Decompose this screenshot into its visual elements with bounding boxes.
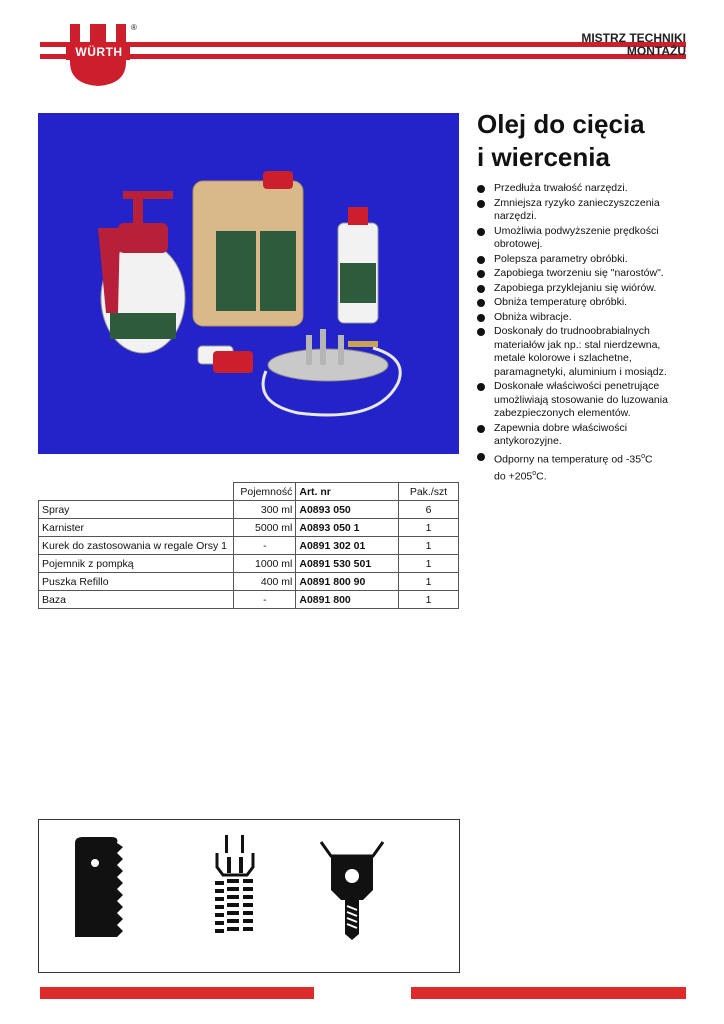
header-pack: Pak./szt xyxy=(399,483,459,501)
cell-pack: 1 xyxy=(399,537,459,555)
cell-article: A0891 800 90 xyxy=(296,573,399,591)
footer-bar-right xyxy=(411,987,686,999)
bullet-icon xyxy=(477,256,485,264)
bullet-icon xyxy=(477,328,485,336)
table-row xyxy=(39,591,459,609)
cell-name: Spray xyxy=(39,501,234,519)
cell-article: A0891 530 501 xyxy=(296,555,399,573)
table-row xyxy=(39,537,459,555)
feature-item: Zmniejsza ryzyko zanieczyszczenia narzędzi. xyxy=(477,197,692,224)
cell-name: Baza xyxy=(39,591,234,609)
feature-item: Zapewnia dobre właściwości antykorozyjne. xyxy=(477,422,692,449)
feature-list xyxy=(477,182,692,485)
bullet-icon xyxy=(477,270,485,278)
product-title xyxy=(477,108,697,174)
bullet-icon xyxy=(477,285,485,293)
feature-item: Doskonałe właściwości penetrujące umożliwiają stosowanie do luzowania zabezpieczonych elementów. xyxy=(477,380,692,421)
feature-item: Obniża wibracje. xyxy=(477,311,692,325)
tap-thread-icon xyxy=(213,835,257,935)
bullet-icon xyxy=(477,299,485,307)
cell-article: A0891 302 01 xyxy=(296,537,399,555)
product-title-line2: i wiercenia xyxy=(477,142,610,172)
cell-capacity: 5000 ml xyxy=(234,519,296,537)
header-cell-empty xyxy=(39,483,234,501)
application-icons-box xyxy=(38,819,460,973)
table-row xyxy=(39,573,459,591)
feature-item: Umożliwia podwyższenie prędkości obrotowej. xyxy=(477,225,692,252)
bullet-icon xyxy=(477,425,485,433)
bullet-icon xyxy=(477,453,485,461)
cell-article: A0891 800 xyxy=(296,591,399,609)
cell-capacity: - xyxy=(234,591,296,609)
product-photo xyxy=(38,113,459,454)
bullet-icon xyxy=(477,314,485,322)
bullet-icon xyxy=(477,200,485,208)
feature-item: Przedłuża trwałość narzędzi. xyxy=(477,182,692,196)
cell-pack: 1 xyxy=(399,555,459,573)
header-title xyxy=(581,32,686,58)
drill-chuck-icon xyxy=(319,840,385,940)
table-row xyxy=(39,501,459,519)
feature-item: Polepsza parametry obróbki. xyxy=(477,253,692,267)
feature-item: Doskonały do trudnoobrabialnych materiałów jak np.: stal nierdzewna, metale kolorowe i szlachetne, paramagnetyki, aluminium i mosiądz. xyxy=(477,325,692,379)
header-title-line1: MISTRZ TECHNIKI xyxy=(581,31,686,45)
table-row xyxy=(39,519,459,537)
feature-item-temperature: Odporny na temperaturę od -35$^o$C do $+205^oC$. xyxy=(477,450,692,484)
brand-name: WÜRTH xyxy=(75,45,123,59)
cell-pack: 1 xyxy=(399,591,459,609)
cell-capacity: 1000 ml xyxy=(234,555,296,573)
product-table xyxy=(38,482,459,609)
header-title-line2: MONTAŻU xyxy=(626,44,686,58)
cell-article: A0893 050 xyxy=(296,501,399,519)
registered-mark: ® xyxy=(131,23,137,32)
feature-item: Zapobiega przyklejaniu się wiórów. xyxy=(477,282,692,296)
header-article: Art. nr xyxy=(296,483,399,501)
cell-pack: 1 xyxy=(399,573,459,591)
cell-name: Kurek do zastosowania w regale Orsy 1 xyxy=(39,537,234,555)
cell-article: A0893 050 1 xyxy=(296,519,399,537)
table-row xyxy=(39,555,459,573)
feature-item: Obniża temperaturę obróbki. xyxy=(477,296,692,310)
feature-item: Zapobiega tworzeniu się "narostów". xyxy=(477,267,692,281)
header-capacity: Pojemność xyxy=(234,483,296,501)
product-photo-illustration xyxy=(38,113,459,454)
footer-bar-left xyxy=(40,987,314,999)
bullet-icon xyxy=(477,383,485,391)
cell-capacity: - xyxy=(234,537,296,555)
bullet-icon xyxy=(477,185,485,193)
cell-name: Karnister xyxy=(39,519,234,537)
table-header-row xyxy=(39,483,459,501)
cell-pack: 1 xyxy=(399,519,459,537)
cell-name: Puszka Refillo xyxy=(39,573,234,591)
bullet-icon xyxy=(477,228,485,236)
cell-name: Pojemnik z pompką xyxy=(39,555,234,573)
cell-pack: 6 xyxy=(399,501,459,519)
product-title-line1: Olej do cięcia xyxy=(477,109,645,139)
cell-capacity: 400 ml xyxy=(234,573,296,591)
cell-capacity: 300 ml xyxy=(234,501,296,519)
saw-blade-icon xyxy=(71,835,127,940)
